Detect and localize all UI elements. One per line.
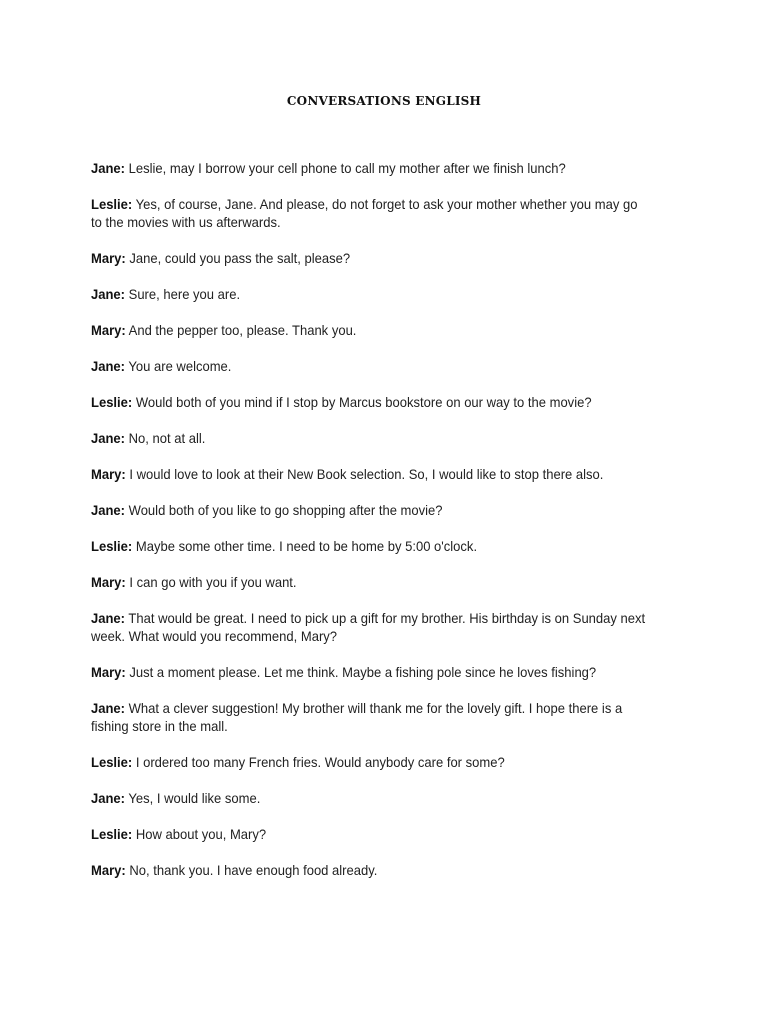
speaker-name: Jane: [91, 430, 126, 446]
speaker-name: Leslie: [91, 394, 133, 410]
document-title: CONVERSATIONS ENGLISH [286, 94, 482, 108]
dialogue-line [91, 825, 649, 843]
dialogue-line [91, 159, 649, 177]
speaker-name: Jane: [91, 358, 126, 374]
dialogue-text: What a clever suggestion! My brother will thank me for the lovely gift. I hope there is a fishing store in the mall. [91, 700, 623, 734]
dialogue-text: No, thank you. I have enough food already. [129, 862, 378, 878]
dialogue-line [91, 393, 649, 411]
dialogue-line [91, 537, 649, 555]
dialogue-text: Would both of you like to go shopping after the movie? [128, 502, 443, 518]
dialogue-text: No, not at all. [128, 430, 206, 446]
dialogue-line [91, 663, 649, 681]
speaker-name: Jane: [91, 610, 126, 626]
dialogue-line [91, 609, 649, 645]
dialogue-line [91, 249, 649, 267]
dialogue-text: I ordered too many French fries. Would anybody care for some? [135, 754, 505, 770]
dialogue-text: And the pepper too, please. Thank you. [128, 322, 357, 338]
speaker-name: Jane: [91, 790, 126, 806]
dialogue-line [91, 321, 649, 339]
dialogue-line [91, 357, 649, 375]
dialogue-text: Maybe some other time. I need to be home by 5:00 o'clock. [135, 538, 478, 554]
speaker-name: Mary: [91, 466, 126, 482]
dialogue-line [91, 861, 649, 879]
speaker-name: Leslie: [91, 826, 133, 842]
dialogue-line [91, 573, 649, 591]
dialogue-line [91, 285, 649, 303]
dialogue-text: Sure, here you are. [128, 286, 241, 302]
dialogue-line [91, 501, 649, 519]
speaker-name: Jane: [91, 502, 126, 518]
dialogue-text: Just a moment please. Let me think. Maybe a fishing pole since he loves fishing? [129, 664, 597, 680]
speaker-name: Mary: [91, 574, 126, 590]
dialogue-text: That would be great. I need to pick up a gift for my brother. His birthday is on Sunday next week. What would you recommend, Mary? [91, 610, 646, 644]
dialogue-text: I would love to look at their New Book selection. So, I would like to stop there also. [129, 466, 604, 482]
dialogue-line [91, 465, 649, 483]
speaker-name: Mary: [91, 322, 126, 338]
dialogue-text: I can go with you if you want. [129, 574, 297, 590]
dialogue-text: Yes, I would like some. [128, 790, 261, 806]
dialogue-text: You are welcome. [128, 358, 232, 374]
dialogue-line [91, 699, 649, 735]
dialogue-text: Yes, of course, Jane. And please, do not forget to ask your mother whether you may go to the movies with us afterwards. [91, 196, 638, 230]
speaker-name: Leslie: [91, 754, 133, 770]
speaker-name: Jane: [91, 700, 126, 716]
speaker-name: Leslie: [91, 538, 133, 554]
speaker-name: Mary: [91, 862, 126, 878]
dialogue-line [91, 429, 649, 447]
speaker-name: Jane: [91, 160, 126, 176]
speaker-name: Mary: [91, 664, 126, 680]
dialogue-line [91, 789, 649, 807]
dialogue-list [91, 159, 649, 897]
speaker-name: Leslie: [91, 196, 133, 212]
dialogue-text: How about you, Mary? [135, 826, 267, 842]
dialogue-text: Jane, could you pass the salt, please? [129, 250, 351, 266]
speaker-name: Jane: [91, 286, 126, 302]
dialogue-line [91, 195, 649, 231]
dialogue-line [91, 753, 649, 771]
speaker-name: Mary: [91, 250, 126, 266]
dialogue-text: Would both of you mind if I stop by Marcus bookstore on our way to the movie? [135, 394, 592, 410]
dialogue-text: Leslie, may I borrow your cell phone to call my mother after we finish lunch? [128, 160, 566, 176]
